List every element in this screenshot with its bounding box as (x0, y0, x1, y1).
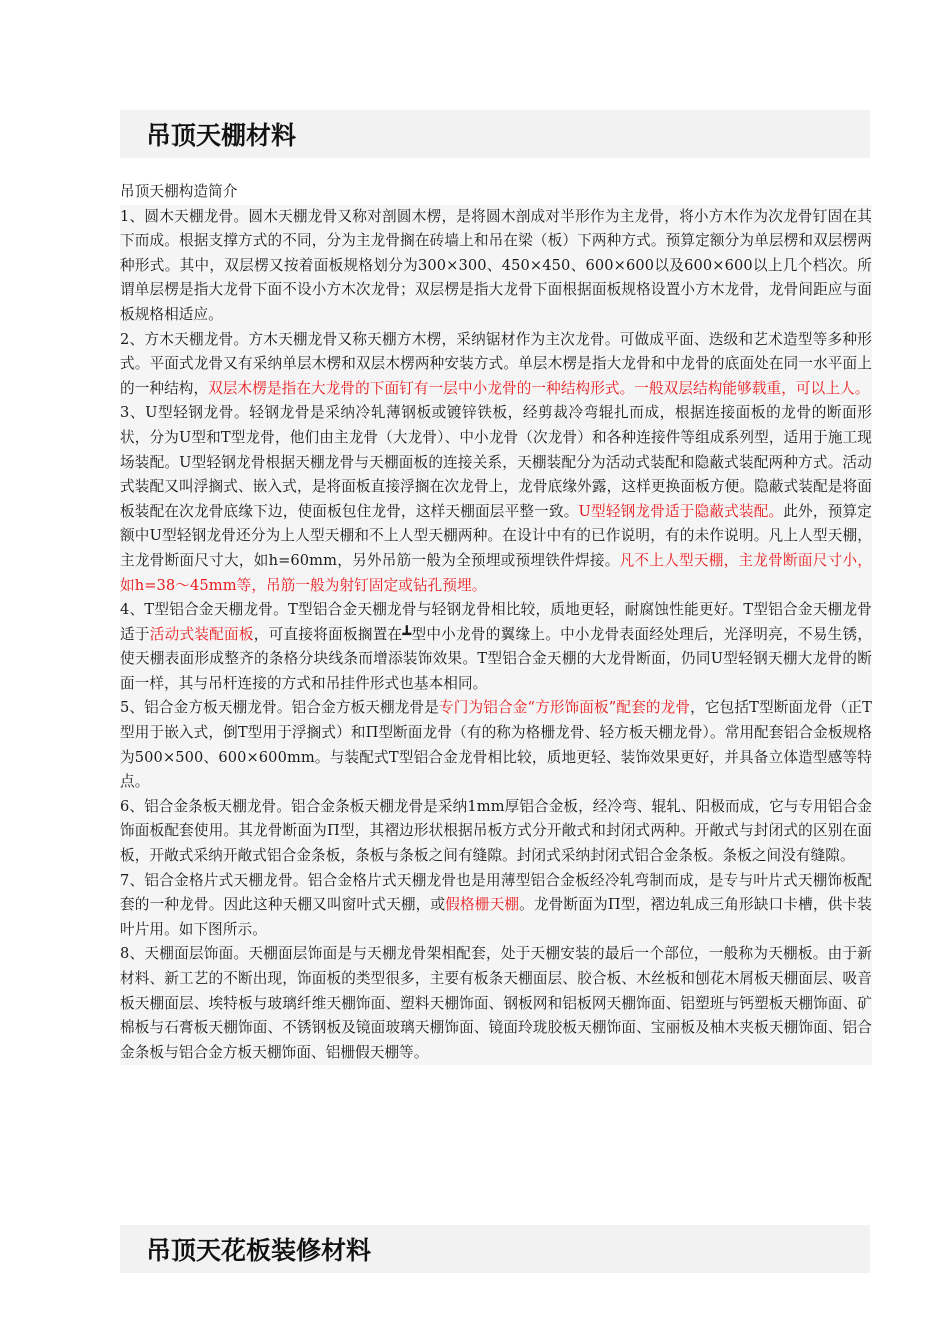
paragraph-2 (120, 328, 872, 402)
paragraph-8: 8、天棚面层饰面。天棚面层饰面是与天棚龙骨架相配套，处于天棚安装的最后一个部位，一般称为天棚板。由于新材料、新工艺的不断出现，饰面板的类型很多，主要有板条天棚面层、胶合板、木丝板和刨花木屑板天棚面层、吸音板天棚面层、埃特板与玻璃纤维天棚饰面、塑料天棚饰面、钢板网和铝板网天棚饰面、铝塑班与钙塑板天棚饰面、矿棉板与石膏板天棚饰面、不锈钢板及镜面玻璃天棚饰面、镜面玲珑胶板天棚饰面、宝丽板及柚木夹板天棚饰面、铝合金条板与铝合金方板天棚饰面、铝栅假天棚等。 (120, 942, 872, 1065)
paragraph-1: 1、圆木天棚龙骨。圆木天棚龙骨又称对剖圆木楞，是将圆木剖成对半形作为主龙骨，将小方木作为次龙骨钉固在其下而成。根据支撑方式的不同，分为主龙骨搁在砖墙上和吊在梁（板）下两种方式。预算定额分为单层楞和双层楞两种形式。其中，双层楞又按着面板规格划分为300×300、450×450、600×600以及600×600以上几个档次。所谓单层楞是指大龙骨下面不设小方木次龙骨；双层楞是指大龙骨下面根据面板规格设置小方木龙骨，龙骨间距应与面板规格相适应。 (120, 205, 872, 328)
paragraph-3-highlight-b: 凡不上人型天棚，主龙骨断面尺寸小，如h=38～45mm等，吊筋一般为射钉固定或钻孔预埋。 (120, 551, 872, 594)
paragraph-4-text-a: 4、T型铝合金天棚龙骨。T型铝合金天棚龙骨与轻钢龙骨相比较，质地更轻，耐腐蚀性能更好。T型铝合金天棚龙骨适于 (120, 601, 872, 643)
paragraph-4-highlight: 活动式装配面板 (149, 625, 254, 643)
paragraph-3-highlight-a: U型轻钢龙骨适于隐蔽式装配。 (578, 502, 784, 520)
intro-line: 吊顶天棚构造简介 (120, 183, 238, 200)
body-text (120, 180, 872, 1065)
paragraph-5-text-a: 5、铝合金方板天棚龙骨。铝合金方板天棚龙骨是 (120, 699, 440, 717)
paragraph-6: 6、铝合金条板天棚龙骨。铝合金条板天棚龙骨是采纳1mm厚铝合金板，经冷弯、辊轧、阳极而成，它与专用铝合金饰面板配套使用。其龙骨断面为Π型，其褶边形状根据吊板方式分开敞式和封闭式两种。开敞式与封闭式的区别在面板，开敞式采纳开敞式铝合金条板，条板与条板之间有缝隙。封闭式采纳封闭式铝合金条板。条板之间没有缝隙。 (120, 795, 872, 869)
paragraph-2-text: 2、方木天棚龙骨。方木天棚龙骨又称天棚方木楞，采纳锯材作为主次龙骨。可做成平面、迭级和艺术造型等多种形式。平面式龙骨又有采纳单层木楞和双层木楞两种安装方式。单层木楞是指大龙骨和中龙骨的底面处在同一水平面上的一种结构， (120, 330, 872, 397)
heading-band-1 (120, 110, 870, 158)
paragraph-7 (120, 869, 872, 943)
paragraph-3 (120, 401, 872, 598)
paragraph-3-text-b: 此外，预算定额中U型轻钢龙骨还分为上人型天棚和不上人型天棚两种。在设计中有的已作说明，有的未作说明。凡上人型天棚，主龙骨断面尺寸大，如h=60mm，另外吊筋一般为全预埋或预埋铁件焊接。 (120, 502, 872, 569)
paragraph-4 (120, 598, 872, 696)
paragraph-7-text-b: 。龙骨断面为Π型，褶边轧成三角形缺口卡槽，供卡装叶片用。如下图所示。 (120, 896, 872, 938)
heading-band-2 (120, 1225, 870, 1273)
paragraph-5-highlight: 专门为铝合金“方形饰面板”配套的龙骨 (439, 699, 691, 717)
paragraph-4-text-b: ，可直接将面板搁置在┻型中小龙骨的翼缘上。中小龙骨表面经处理后，光泽明亮，不易生锈，使天棚表面形成整齐的条格分块线条而增添装饰效果。T型铝合金天棚的大龙骨断面，仍同U型轻钢天棚大龙骨的断面一样，其与吊杆连接的方式和吊挂件形式也基本相同。 (120, 625, 873, 692)
paragraph-7-text-a: 7、铝合金格片式天棚龙骨。铝合金格片式天棚龙骨也是用薄型铝合金板经冷轧弯制而成，是专与叶片式天棚饰板配套的一种龙骨。因此这种天棚又叫窗叶式天棚，或 (120, 871, 872, 914)
heading-ceiling-materials: 吊顶天棚材料 (146, 121, 297, 150)
paragraph-2-highlight: 双层木楞是指在大龙骨的下面钉有一层中小龙骨的一种结构形式。一般双层结构能够载重，可以上人。 (208, 379, 870, 397)
paragraph-5-text-b: ，它包括T型断面龙骨（正T型用于嵌入式，倒T型用于浮搁式）和Π型断面龙骨（有的称为格栅龙骨、轻方板天棚龙骨）。常用配套铝合金板规格为500×500、600×600mm。与装配式T型铝合金龙骨相比较，质地更轻、装饰效果更好，并具备立体造型感等特点。 (120, 699, 872, 791)
heading-ceiling-board-materials: 吊顶天花板装修材料 (146, 1236, 372, 1265)
paragraph-3-text-a: 3、U型轻钢龙骨。轻钢龙骨是采纳冷轧薄钢板或镀锌铁板，经剪裁冷弯辊扎而成，根据连接面板的龙骨的断面形状，分为U型和T型龙骨，他们由主龙骨（大龙骨）、中小龙骨（次龙骨）和各种连接件等组成系列型，适用于施工现场装配。U型轻钢龙骨根据天棚龙骨与天棚面板的连接关系，天棚装配分为活动式装配和隐蔽式装配两种方式。活动式装配又叫浮搁式、嵌入式，是将面板直接浮搁在次龙骨上，龙骨底缘外露，这样更换面板方便。隐蔽式装配是将面板装配在次龙骨底缘下边，使面板包住龙骨，这样天棚面层平整一致。 (120, 404, 872, 520)
paragraph-7-highlight: 假格栅天棚 (445, 896, 520, 914)
paragraph-5 (120, 696, 872, 794)
